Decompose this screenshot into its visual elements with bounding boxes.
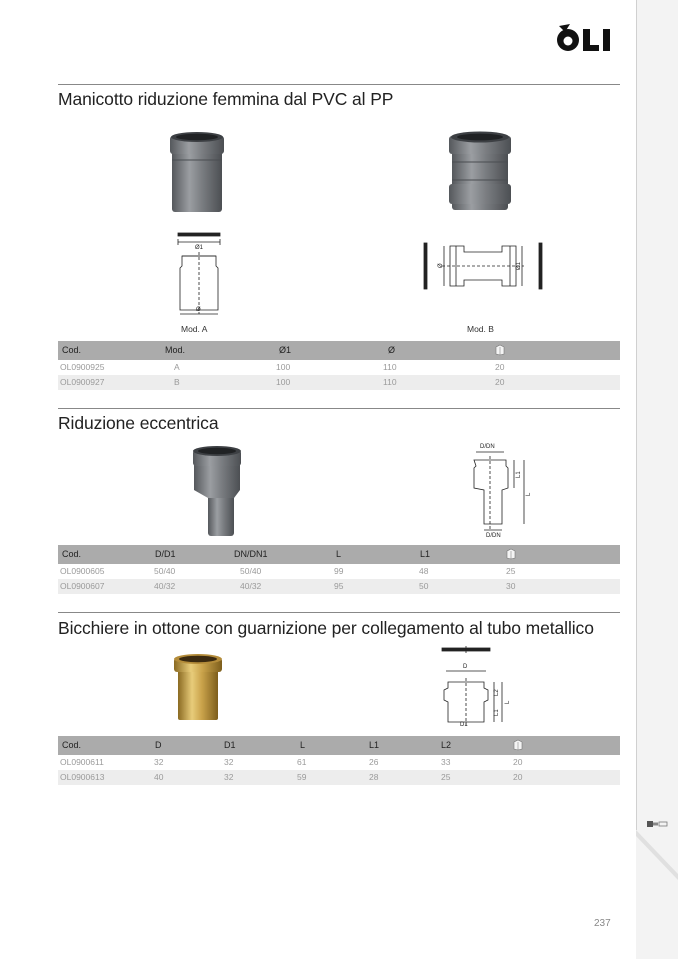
cell: 110 bbox=[383, 377, 397, 387]
dim-label: Ø bbox=[196, 307, 201, 313]
cell: OL0900927 bbox=[60, 377, 105, 387]
table-row bbox=[58, 755, 620, 770]
cell: 61 bbox=[297, 757, 307, 767]
dim-label: Ø1 bbox=[516, 261, 522, 270]
col-header: Cod. bbox=[62, 549, 82, 559]
cell: 99 bbox=[334, 566, 344, 576]
box-icon bbox=[513, 739, 523, 751]
cell: 25 bbox=[506, 566, 516, 576]
table-header bbox=[58, 341, 620, 360]
cell: 30 bbox=[506, 581, 516, 591]
mod-a-product-photo bbox=[168, 130, 226, 216]
cell: 32 bbox=[154, 757, 164, 767]
col-header: Ø bbox=[388, 345, 396, 355]
section-title: Riduzione eccentrica bbox=[58, 413, 219, 433]
eccentric-reducer-photo bbox=[190, 444, 244, 538]
section-title: Manicotto riduzione femmina dal PVC al PP bbox=[58, 89, 394, 109]
dim-label: Ø1 bbox=[195, 245, 204, 251]
pipe-fitting-icon bbox=[646, 818, 668, 830]
section-divider bbox=[58, 612, 620, 613]
cell: 20 bbox=[513, 772, 523, 782]
col-header: L bbox=[336, 549, 342, 559]
col-header: Mod. bbox=[165, 345, 186, 355]
cell: 20 bbox=[495, 362, 505, 372]
mod-b-technical-drawing bbox=[418, 238, 548, 294]
cell: 32 bbox=[224, 772, 234, 782]
col-header: D/D1 bbox=[155, 549, 176, 559]
dim-label: L1 bbox=[494, 709, 500, 716]
caption-mod-a: Mod. A bbox=[181, 324, 208, 334]
cell: 50/40 bbox=[154, 566, 176, 576]
cell: 40/32 bbox=[240, 581, 262, 591]
box-icon bbox=[506, 548, 516, 560]
cell: 20 bbox=[513, 757, 523, 767]
cell: 95 bbox=[334, 581, 344, 591]
dim-label: L bbox=[526, 492, 532, 496]
brass-socket-drawing bbox=[432, 644, 520, 728]
cell: 100 bbox=[276, 377, 291, 387]
col-header: DN/DN1 bbox=[234, 549, 268, 559]
col-header: Cod. bbox=[62, 740, 82, 750]
dim-label: D/DN bbox=[480, 444, 495, 450]
col-header: L1 bbox=[420, 549, 431, 559]
cell: 50/40 bbox=[240, 566, 262, 576]
cell: OL0900613 bbox=[60, 772, 105, 782]
cell: OL0900607 bbox=[60, 581, 105, 591]
cell: 28 bbox=[369, 772, 379, 782]
cell: 48 bbox=[419, 566, 429, 576]
cell: OL0900925 bbox=[60, 362, 105, 372]
col-header: D1 bbox=[224, 740, 236, 750]
table-row bbox=[58, 375, 620, 390]
cell: 59 bbox=[297, 772, 307, 782]
section-divider bbox=[58, 408, 620, 409]
col-header: L1 bbox=[369, 740, 380, 750]
brass-socket-photo bbox=[172, 652, 224, 722]
col-header: D bbox=[155, 740, 162, 750]
cell: 100 bbox=[276, 362, 291, 372]
section-title: Bicchiere in ottone con guarnizione per collegamento al tubo metallico bbox=[58, 618, 594, 638]
product-table bbox=[58, 545, 620, 594]
cell: A bbox=[174, 362, 180, 372]
side-band bbox=[636, 0, 678, 959]
cell: 40 bbox=[154, 772, 164, 782]
cell: 110 bbox=[383, 362, 397, 372]
page-number: 237 bbox=[594, 918, 611, 929]
dim-label: Ø bbox=[438, 263, 444, 268]
cell: 26 bbox=[369, 757, 379, 767]
table-row bbox=[58, 770, 620, 785]
dim-label: L1 bbox=[516, 471, 522, 478]
table-row bbox=[58, 564, 620, 579]
table-row bbox=[58, 360, 620, 375]
cell: OL0900605 bbox=[60, 566, 105, 576]
cell: B bbox=[174, 377, 180, 387]
page-corner-fold bbox=[636, 830, 678, 880]
col-header: Ø1 bbox=[279, 345, 292, 355]
table-header bbox=[58, 736, 620, 755]
product-table bbox=[58, 736, 620, 785]
cell: 20 bbox=[495, 377, 505, 387]
cell: 40/32 bbox=[154, 581, 176, 591]
dim-label: D bbox=[463, 664, 468, 670]
eccentric-reducer-drawing bbox=[458, 438, 538, 540]
table-row bbox=[58, 579, 620, 594]
col-header: L bbox=[300, 740, 306, 750]
mod-b-product-photo bbox=[446, 128, 514, 214]
cell: 32 bbox=[224, 757, 234, 767]
dim-label: L bbox=[505, 700, 511, 704]
product-table bbox=[58, 341, 620, 390]
col-header: Cod. bbox=[62, 345, 82, 355]
cell: 33 bbox=[441, 757, 451, 767]
box-icon bbox=[495, 344, 505, 356]
table-header bbox=[58, 545, 620, 564]
col-header: L2 bbox=[441, 740, 452, 750]
cell: OL0900611 bbox=[60, 757, 104, 767]
cell: 25 bbox=[441, 772, 451, 782]
dim-label: D/DN bbox=[486, 533, 501, 539]
section-divider bbox=[58, 84, 620, 85]
dim-label: D1 bbox=[460, 722, 468, 728]
cell: 50 bbox=[419, 581, 429, 591]
side-divider bbox=[636, 0, 637, 830]
caption-mod-b: Mod. B bbox=[467, 324, 494, 334]
oli-logo bbox=[556, 22, 620, 58]
mod-a-technical-drawing bbox=[168, 228, 230, 320]
dim-label: L2 bbox=[494, 689, 500, 696]
